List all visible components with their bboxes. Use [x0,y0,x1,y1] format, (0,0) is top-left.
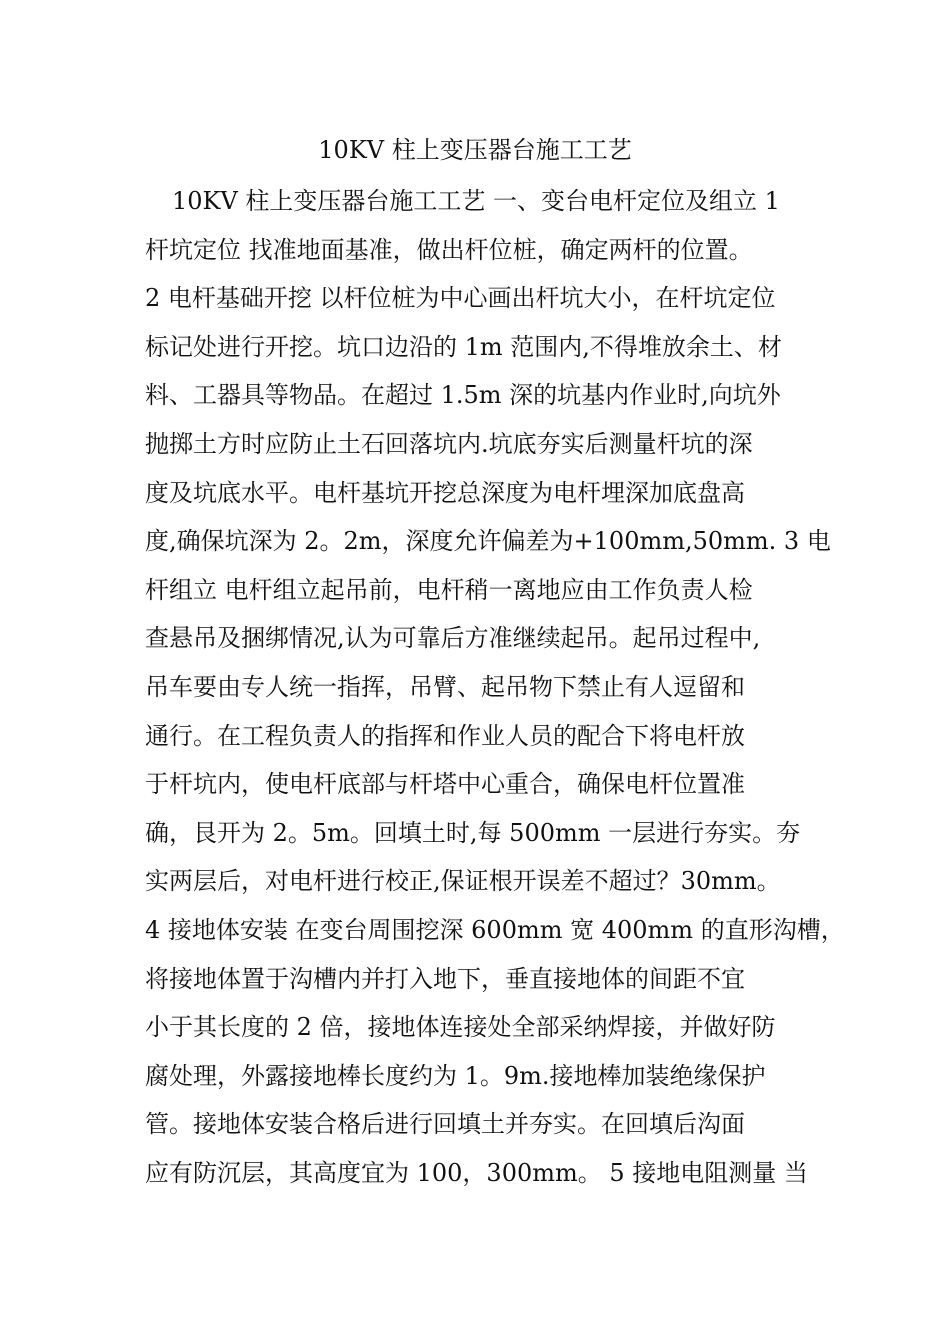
body-line: 杆组立 电杆组立起吊前，电杆稍一离地应由工作负责人检 [145,575,753,604]
body-line: 2 电杆基础开挖 以杆位桩为中心画出杆坑大小，在杆坑定位 [145,284,776,313]
body-line: 度及坑底水平。电杆基坑开挖总深度为电杆埋深加底盘高 [145,478,745,507]
body-line: 实两层后，对电杆进行校正,保证根开误差不超过？30mm。 [145,867,781,896]
body-line: 吊车要由专人统一指挥，吊臂、起吊物下禁止有人逗留和 [145,672,745,701]
body-line: 标记处进行开挖。坑口边沿的 1m 范围内,不得堆放余土、材 [145,332,782,361]
body-line: 抛掷土方时应防止土石回落坑内.坑底夯实后测量杆坑的深 [145,429,753,458]
body-line: 度,确保坑深为 2。2m，深度允许偏差为+100mm,50mm. 3 电 [145,527,831,556]
body-line: 杆坑定位 找准地面基准，做出杆位桩，确定两杆的位置。 [145,235,753,264]
body-line: 料、工器具等物品。在超过 1.5m 深的坑基内作业时,向坑外 [145,381,781,410]
body-line: 通行。在工程负责人的指挥和作业人员的配合下将电杆放 [145,721,745,750]
body-line: 将接地体置于沟槽内并打入地下，垂直接地体的间距不宜 [145,964,745,993]
body-line: 确，艮开为 2。5m。回填土时,每 500mm 一层进行夯实。夯 [145,818,801,847]
document-title: 10KV 柱上变压器台施工工艺 [318,136,632,164]
body-line: 小于其长度的 2 倍，接地体连接处全部采纳焊接，并做好防 [145,1013,776,1042]
body-line: 应有防沉层，其高度宜为 100，300mm。 5 接地电阻测量 当 [145,1158,808,1187]
body-line: 管。接地体安装合格后进行回填土并夯实。在回填后沟面 [145,1110,745,1139]
body-line: 4 接地体安装 在变台周围挖深 600mm 宽 400mm 的直形沟槽， [145,915,845,944]
body-line: 腐处理，外露接地棒长度约为 1。9m.接地棒加装绝缘保护 [145,1061,766,1090]
body-line: 于杆坑内，使电杆底部与杆塔中心重合，确保电杆位置准 [145,770,745,799]
document-body [145,181,845,1201]
body-line: 查悬吊及捆绑情况,认为可靠后方准继续起吊。起吊过程中, [145,624,761,653]
body-line: 10KV 柱上变压器台施工工艺 一、变台电杆定位及组立 1 [172,187,780,215]
